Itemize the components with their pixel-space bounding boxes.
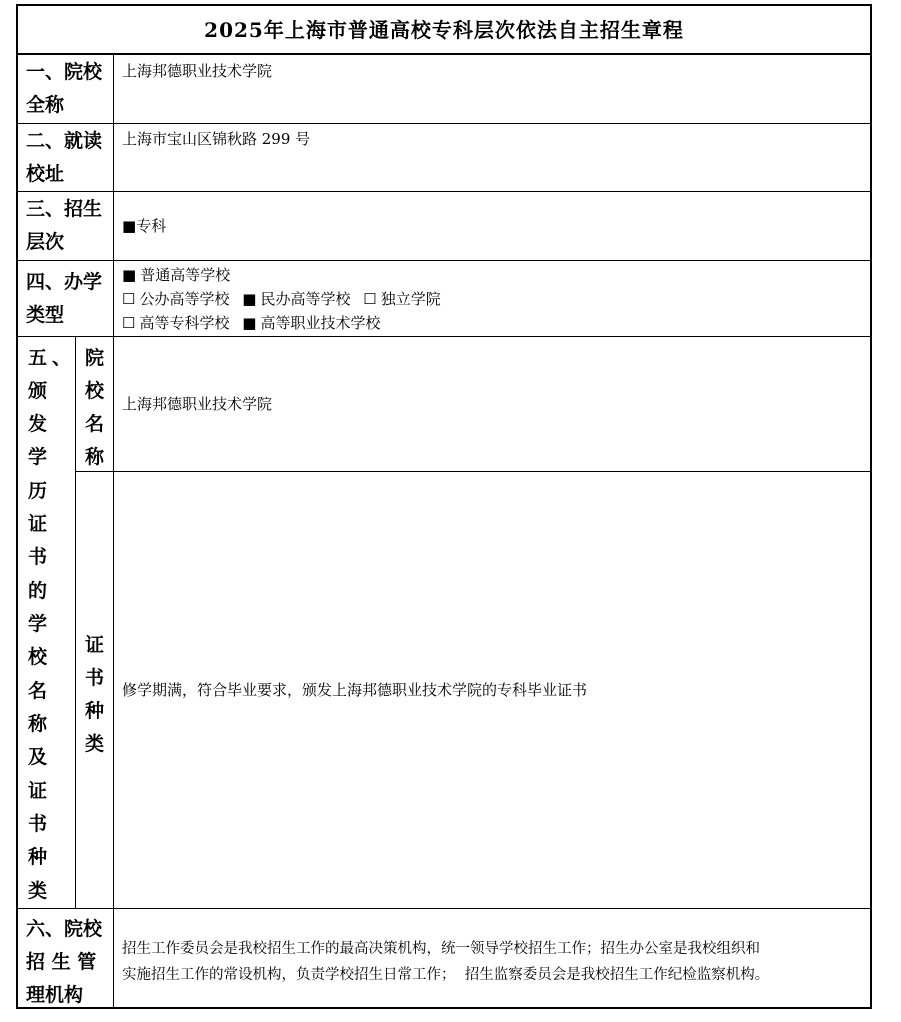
- text-line: 招生工作委员会是我校招生工作的最高决策机构，统一领导学校招生工作；招生办公室是我校组织和: [122, 941, 760, 957]
- value-school-type: [114, 261, 870, 336]
- label-char: 称: [85, 446, 105, 468]
- label-line: 校址: [26, 163, 65, 185]
- label-line: 全称: [26, 94, 65, 116]
- empty-box-icon: ☐: [122, 314, 136, 332]
- label-line: 层次: [26, 231, 65, 253]
- label-issuing-school-name: [76, 337, 114, 472]
- label-char: 类: [28, 880, 48, 902]
- checked-box-icon: ■: [242, 314, 257, 332]
- value-address: 上海市宝山区锦秋路 299 号: [122, 130, 311, 148]
- label-char: 称: [28, 713, 48, 735]
- label-char: 院: [85, 347, 105, 369]
- label-char: 类: [85, 733, 105, 755]
- option-line-1: [122, 263, 870, 287]
- label-line: 六、院校: [26, 918, 103, 940]
- label-char: 证: [85, 634, 105, 656]
- label-char: 证: [28, 780, 48, 802]
- row-school-type: [18, 261, 870, 337]
- value-school-name: 上海邦德职业技术学院: [122, 62, 273, 80]
- label-char: 学: [28, 446, 48, 468]
- level-text: 专科: [136, 217, 167, 235]
- label-school-type: [18, 261, 114, 336]
- value-certificate-type: 修学期满，符合毕业要求，颁发上海邦德职业技术学院的专科毕业证书: [122, 681, 588, 699]
- label-char: 证: [28, 513, 48, 535]
- label-line: 四、办学: [26, 271, 103, 293]
- label-char: 种: [28, 846, 48, 868]
- label-line: 招 生 管: [26, 951, 97, 973]
- option-text: 普通高等学校: [140, 266, 231, 284]
- empty-box-icon: ☐: [122, 290, 136, 308]
- label-line: 理机构: [26, 984, 84, 1006]
- row-certificate: [18, 337, 870, 909]
- text-line: 实施招生工作的常设机构，负责学校招生日常工作； 招生监察委员会是我校招生工作纪检监察机构。: [122, 967, 770, 983]
- row-school-name: [18, 55, 870, 124]
- label-line: 一、院校: [26, 61, 103, 83]
- option-text: 高等职业技术学校: [260, 314, 381, 332]
- label-char: 种: [85, 700, 105, 722]
- empty-box-icon: ☐: [363, 290, 377, 308]
- label-char: 书: [28, 546, 48, 568]
- label-line: 二、就读: [26, 130, 103, 152]
- label-char: 校: [85, 380, 105, 402]
- label-line: 三、招生: [26, 198, 103, 220]
- value-admission-management: [114, 909, 870, 1007]
- page-title: 2025年上海市普通高校专科层次依法自主招生章程: [18, 6, 870, 55]
- label-char: 发: [28, 413, 48, 435]
- label-school-name: [18, 55, 114, 123]
- label-char: 书: [28, 813, 48, 835]
- label-char: 及: [28, 746, 48, 768]
- label-char: 的: [28, 580, 48, 602]
- label-address: [18, 124, 114, 191]
- label-char: 书: [85, 667, 105, 689]
- row-admission-management: [18, 909, 870, 1007]
- label-char: 历: [28, 480, 48, 502]
- label-char: 名: [28, 680, 48, 702]
- value-issuing-school-name: 上海邦德职业技术学院: [114, 337, 870, 472]
- label-admission-management: [18, 909, 114, 1007]
- label-certificate: [18, 337, 76, 908]
- row-address: [18, 124, 870, 192]
- label-char: 校: [28, 646, 48, 668]
- label-char: 名: [85, 413, 105, 435]
- label-char: 五: [28, 347, 48, 369]
- row-level: [18, 192, 870, 261]
- charter-table: [16, 4, 872, 1009]
- label-line: 类型: [26, 304, 65, 326]
- option-text: 民办高等学校: [260, 290, 351, 308]
- label-char: 、: [52, 347, 72, 369]
- option-text: 高等专科学校: [139, 314, 230, 332]
- option-text: 独立学院: [380, 290, 441, 308]
- checked-box-icon: ■: [122, 217, 137, 235]
- checked-box-icon: ■: [242, 290, 257, 308]
- label-char: 颁: [28, 380, 48, 402]
- value-level: [114, 192, 870, 260]
- option-line-2: [122, 287, 870, 311]
- label-char: 学: [28, 613, 48, 635]
- option-line-3: [122, 311, 870, 335]
- label-level: [18, 192, 114, 260]
- label-certificate-type: [76, 472, 114, 908]
- option-text: 公办高等学校: [139, 290, 230, 308]
- checked-box-icon: ■: [122, 266, 137, 284]
